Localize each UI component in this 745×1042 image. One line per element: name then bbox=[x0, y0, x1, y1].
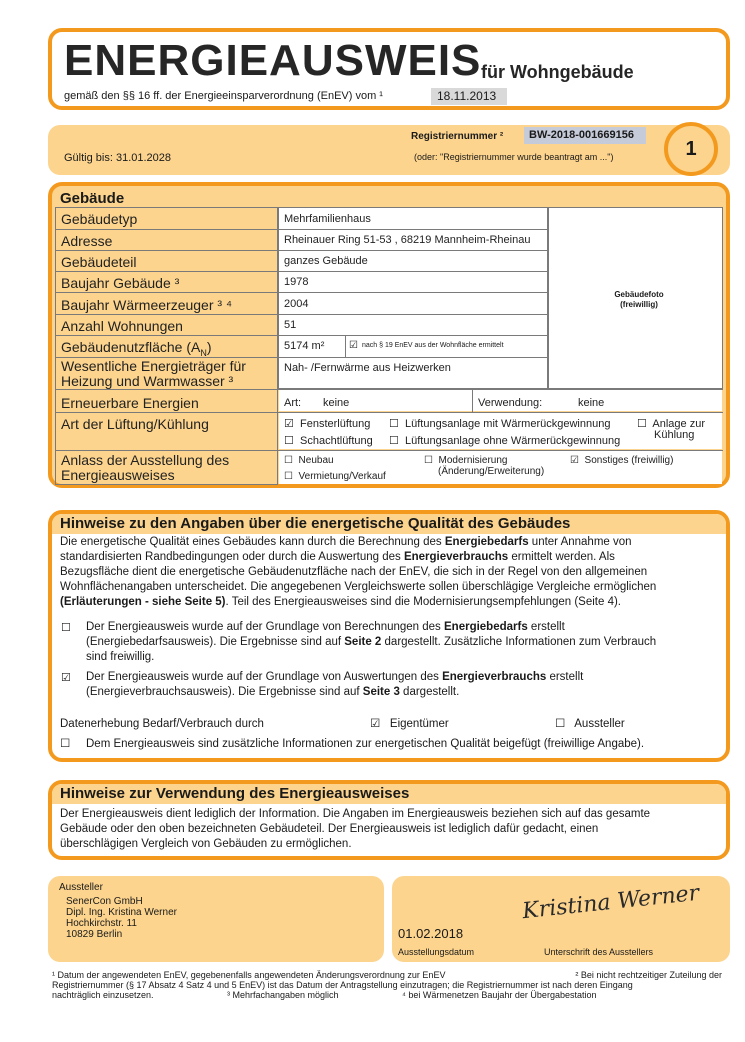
footnotes: ¹ Datum der angewendeten EnEV, gegebenenfalls angewendeten Änderungsverordnung zur EnEV ² Bei nicht rechtzeitiger Zuteilung der Registriernummer (§ 17 Absatz 4 Satz 4 und 5 EnEV) ist das Datum der Antragstellung einzutragen; die Registriernummer ist nach deren Eingang nachträglich einzusetzen. ³ Mehrfachangaben möglich ⁴ bei Wärmenetzen Baujahr der Übergabestation bbox=[52, 970, 722, 1000]
value-energietraeger[interactable]: Nah- /Fernwärme aus Heizwerken bbox=[284, 362, 451, 374]
anlass-sonstiges[interactable]: ☑ Sonstiges (freiwillig) bbox=[570, 455, 674, 466]
ausstellungsdatum-value: 01.02.2018 bbox=[398, 926, 464, 941]
value-nutzflaeche[interactable]: 5174 m² bbox=[284, 340, 325, 352]
verwendung-title: Hinweise zur Verwendung des Energieausweises bbox=[60, 785, 410, 802]
art-label: Art: bbox=[284, 397, 302, 409]
label-erneuerbare: Erneuerbare Energien bbox=[61, 395, 199, 411]
verbrauchsausweis-text: Der Energieausweis wurde auf der Grundlage von Auswertungen des Energieverbrauchs erstellt (Energieverbrauchsausweis). Die Ergebnisse sind auf Seite 3 dargestellt. bbox=[86, 671, 584, 698]
value-baujahr-gebaeude[interactable]: 1978 bbox=[284, 276, 309, 288]
value-gebaeudetyp[interactable]: Mehrfamilienhaus bbox=[284, 213, 371, 225]
verbrauchsausweis-checkbox[interactable]: ☑ bbox=[61, 672, 71, 684]
label-gebaeudeteil: Gebäudeteil bbox=[61, 254, 137, 270]
gebaeude-title: Gebäude bbox=[60, 190, 125, 207]
valid-until: Gültig bis: 31.01.2028 bbox=[64, 152, 172, 164]
label-baujahr-waermeerzeuger: Baujahr Wärmeerzeuger ³ ⁴ bbox=[61, 297, 232, 313]
ausstellungsdatum-label: Ausstellungsdatum bbox=[398, 947, 475, 957]
lueftung-ohne-wrg[interactable]: ☐ Lüftungsanlage ohne Wärmerückgewinnung bbox=[389, 435, 621, 447]
label-energietraeger: Wesentliche Energieträger für Heizung und Warmwasser ³ bbox=[61, 358, 246, 389]
zusatzinfo-checkbox[interactable]: ☐ bbox=[60, 738, 71, 750]
value-adresse[interactable]: Rheinauer Ring 51-53 , 68219 Mannheim-Rheinau bbox=[284, 234, 531, 246]
label-nutzflaeche: Gebäudenutzfläche $(A_N)$ bbox=[61, 339, 212, 358]
label-adresse: Adresse bbox=[61, 233, 113, 249]
nutzflaeche-note: nach § 19 EnEV aus der Wohnfläche ermittelt bbox=[362, 342, 504, 349]
label-anlass: Anlass der Ausstellung des Energieausweises bbox=[61, 452, 230, 483]
signature: Kristina Werner bbox=[521, 880, 701, 925]
art-value[interactable]: keine bbox=[323, 397, 350, 409]
aussteller-option[interactable]: ☐ Aussteller bbox=[555, 718, 625, 730]
zusatzinfo-text: Dem Energieausweis sind zusätzliche Informationen zur energetischen Qualität beigefügt (freiwillige Angabe). bbox=[86, 738, 645, 750]
lueftung-mit-wrg[interactable]: ☐ Lüftungsanlage mit Wärmerückgewinnung bbox=[389, 418, 611, 430]
verwendung-value[interactable]: keine bbox=[578, 397, 605, 409]
lueftung-kuehlung[interactable]: ☐ Anlage zur bbox=[637, 418, 705, 430]
registration-note: (oder: "Registriernummer wurde beantragt am ...") bbox=[414, 152, 614, 162]
eigentuemer-option[interactable]: ☑ Eigentümer bbox=[370, 718, 449, 730]
page-subtitle: für Wohngebäude bbox=[481, 62, 634, 82]
anlass-neubau[interactable]: ☐ Neubau bbox=[284, 455, 334, 466]
bedarfsausweis-checkbox[interactable]: ☐ bbox=[61, 622, 71, 634]
aussteller-label: Aussteller bbox=[59, 882, 103, 893]
label-baujahr-gebaeude: Baujahr Gebäude ³ bbox=[61, 275, 180, 291]
page-title: ENERGIEAUSWEIS bbox=[64, 36, 482, 85]
nutzflaeche-checkbox[interactable]: ☑ bbox=[349, 340, 358, 351]
law-date-field[interactable]: 18.11.2013 bbox=[431, 88, 507, 105]
value-gebaeudeteil[interactable]: ganzes Gebäude bbox=[284, 255, 368, 267]
registration-label: Registriernummer ² bbox=[411, 131, 504, 142]
anlass-modernisierung[interactable]: ☐ Modernisierung bbox=[424, 455, 508, 466]
label-gebaeudetyp: Gebäudetyp bbox=[61, 211, 138, 227]
bedarfsausweis-text: Der Energieausweis wurde auf der Grundlage von Berechnungen des Energiebedarfs erstellt (Energiebedarfsausweis). Die Ergebnisse sind auf Seite 2 dargestellt. Zusätzliche Informationen zum Verbrauch sind freiwillig. bbox=[86, 621, 657, 663]
lueftung-schacht[interactable]: ☐ Schachtlüftung bbox=[284, 435, 373, 447]
label-anzahl-wohnungen: Anzahl Wohnungen bbox=[61, 318, 183, 334]
hinweise-paragraph: Die energetische Qualität eines Gebäudes kann durch die Berechnung des Energiebedarfs unter Annahme von standardisierten Randbedingungen oder durch die Auswertung des Energieverbrauchs ermittelt werden. Als Bezugsfläche dient die energetische Gebäudenutzfläche nach der EnEV, die sich in der Regel von den allgemeinen Wohnflächenangaben unterscheidet. Die angegebenen Vergleichswerte sollen überschlägige Vergleiche ermöglichen (Erläuterungen - siehe Seite 5). Teil des Energieausweises sind die Modernisierungsempfehlungen (Seite 4). bbox=[60, 536, 657, 608]
datenerhebung-label: Datenerhebung Bedarf/Verbrauch durch bbox=[60, 718, 264, 730]
lueftung-kuehlung-extra: Kühlung bbox=[654, 429, 695, 441]
page-number-badge: 1 bbox=[664, 122, 718, 176]
anlass-modernisierung-extra: (Änderung/Erweiterung) bbox=[438, 466, 545, 477]
law-reference: gemäß den §§ 16 ff. der Energieeinsparverordnung (EnEV) vom ¹ bbox=[64, 90, 383, 102]
value-anzahl-wohnungen[interactable]: 51 bbox=[284, 319, 297, 331]
value-baujahr-waermeerzeuger[interactable]: 2004 bbox=[284, 298, 309, 310]
label-lueftung: Art der Lüftung/Kühlung bbox=[61, 416, 209, 432]
lueftung-fenster[interactable]: ☑ Fensterlüftung bbox=[284, 418, 371, 430]
verwendung-label: Verwendung: bbox=[478, 397, 543, 409]
aussteller-address: SenerCon GmbH Dipl. Ing. Kristina Werner Hochkirchstr. 11 10829 Berlin bbox=[66, 896, 177, 940]
hinweise-title: Hinweise zu den Angaben über die energetische Qualität des Gebäudes bbox=[60, 515, 571, 532]
photo-label: Gebäudefoto (freiwillig) bbox=[614, 290, 664, 309]
registration-number-field[interactable]: BW-2018-001669156 bbox=[524, 127, 646, 144]
signature-label: Unterschrift des Ausstellers bbox=[544, 947, 654, 957]
anlass-vermietung[interactable]: ☐ Vermietung/Verkauf bbox=[284, 471, 386, 482]
verwendung-text: Der Energieausweis dient lediglich der Information. Die Angaben im Energieausweis beziehen sich auf das gesamte Gebäude oder den oben bezeichneten Gebäudeteil. Der Energieausweis ist lediglich dafür gedacht, einen überschlägigen Vergleich von Gebäuden zu ermöglichen. bbox=[60, 808, 651, 850]
